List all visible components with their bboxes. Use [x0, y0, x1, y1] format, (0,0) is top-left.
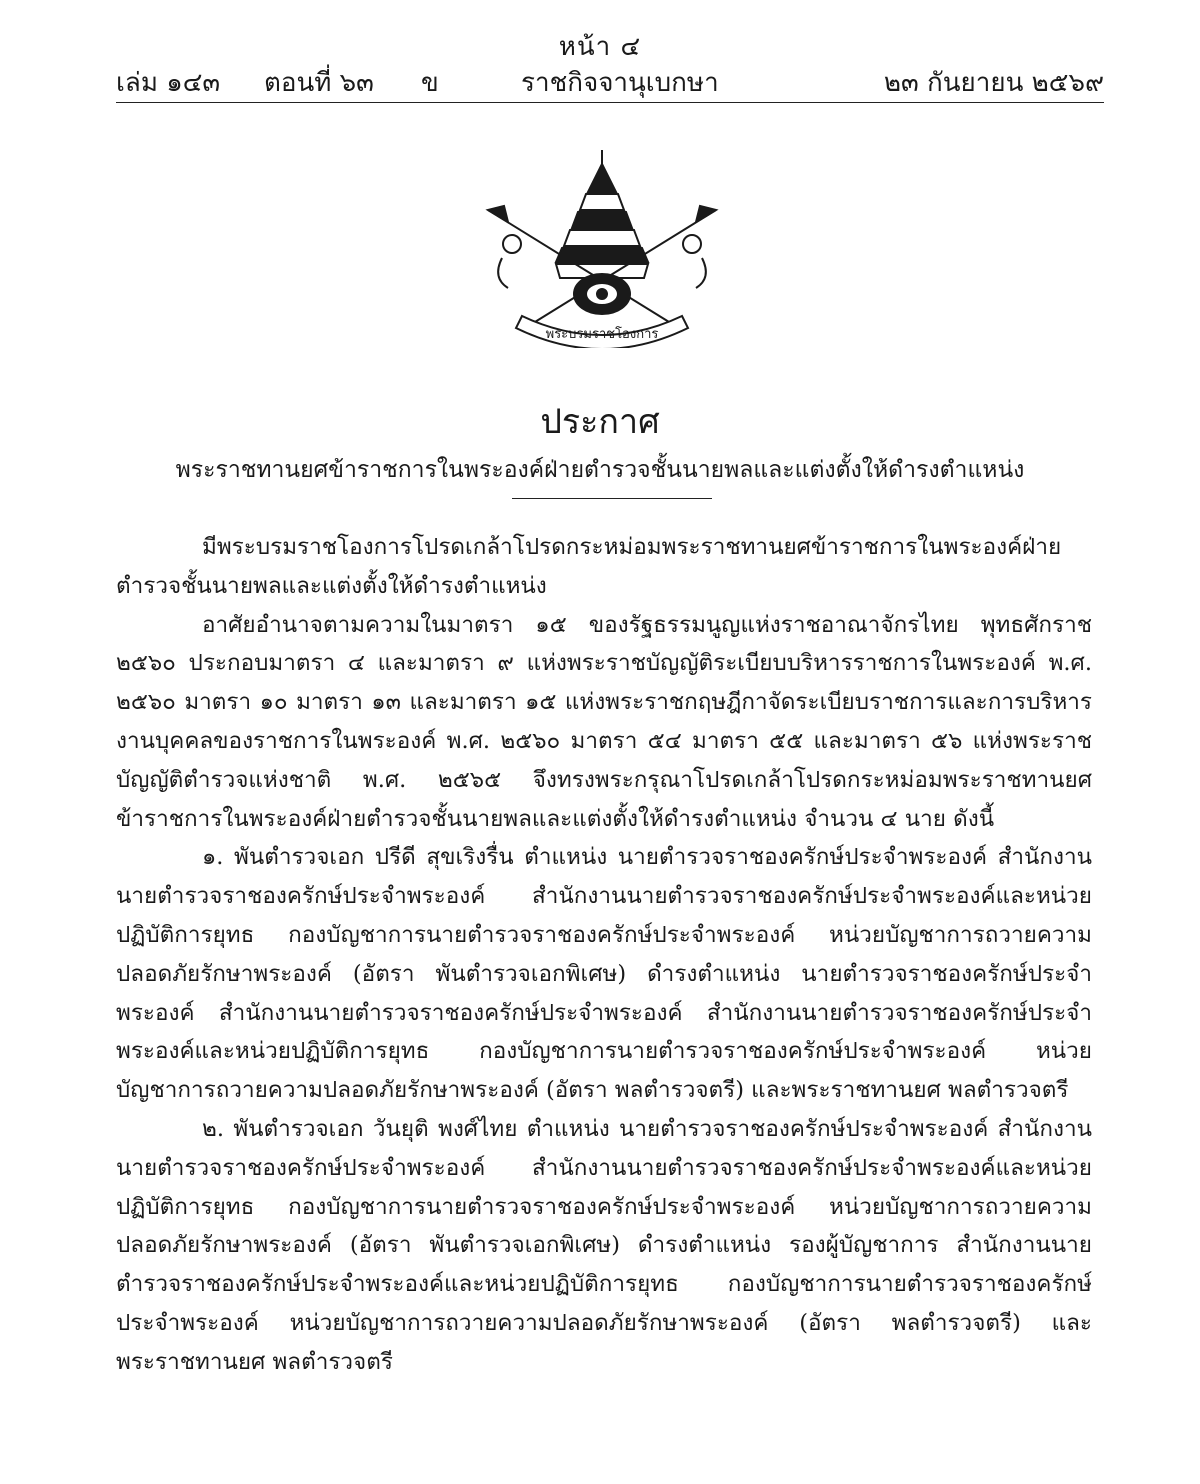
paragraph-appointee-1: ๑. พันตำรวจเอก ปรีดี สุขเริงรื่น ตำแหน่ง นายตำรวจราชองครักษ์ประจำพระองค์ สำนักงานนายตำรวจราชองครักษ์ประจำพระองค์ สำนักงานนายตำรวจราชองครักษ์ประจำพระองค์และหน่วยปฏิบัติการยุทธ กองบัญชาการนายตำรวจราชองครักษ์ประจำพระองค์ หน่วยบัญชาการถวายความปลอดภัยรักษาพระองค์ (อัตรา พันตำรวจเอกพิเศษ) ดำรงตำแหน่ง นายตำรวจราชองครักษ์ประจำพระองค์ สำนักงานนายตำรวจราชองครักษ์ประจำพระองค์ สำนักงานนายตำรวจราชองครักษ์ประจำพระองค์และหน่วยปฏิบัติการยุทธ กองบัญชาการนายตำรวจราชองครักษ์ประจำพระองค์ หน่วยบัญชาการถวายความปลอดภัยรักษาพระองค์ (อัตรา พลตำรวจตรี) และพระราชทานยศ พลตำรวจตรี [116, 844, 1092, 1104]
announcement-title: ประกาศ [540, 402, 660, 442]
page-number: หน้า ๔ [558, 32, 642, 62]
title-divider [512, 498, 712, 499]
royal-emblem-icon [482, 148, 722, 348]
volume-number: เล่ม ๑๔๓ [116, 68, 221, 98]
announcement-subtitle: พระราชทานยศข้าราชการในพระองค์ฝ่ายตำรวจชั้นนายพลและแต่งตั้งให้ดำรงตำแหน่ง [175, 457, 1025, 483]
header-divider [116, 102, 1104, 103]
emblem-ribbon-text: พระบรมราชโองการ [545, 327, 659, 342]
section-letter: ข [421, 68, 439, 98]
gazette-name: ราชกิจจานุเบกษา [521, 68, 719, 98]
paragraph-royal-command: มีพระบรมราชโองการโปรดเกล้าโปรดกระหม่อมพระราชทานยศข้าราชการในพระองค์ฝ่ายตำรวจชั้นนายพลและแต่งตั้งให้ดำรงตำแหน่ง [116, 534, 1062, 599]
paragraph-legal-basis: อาศัยอำนาจตามความในมาตรา ๑๕ ของรัฐธรรมนูญแห่งราชอาณาจักรไทย พุทธศักราช ๒๕๖๐ ประกอบมาตรา ๔ และมาตรา ๙ แห่งพระราชบัญญัติระเบียบบริหารราชการในพระองค์ พ.ศ. ๒๕๖๐ มาตรา ๑๐ มาตรา ๑๓ และมาตรา ๑๕ แห่งพระราชกฤษฎีกาจัดระเบียบราชการและการบริหารงานบุคคลของราชการในพระองค์ พ.ศ. ๒๕๖๐ มาตรา ๕๔ มาตรา ๕๕ และมาตรา ๕๖ แห่งพระราชบัญญัติตำรวจแห่งชาติ พ.ศ. ๒๕๖๕ จึงทรงพระกรุณาโปรดเกล้าโปรดกระหม่อมพระราชทานยศข้าราชการในพระองค์ฝ่ายตำรวจชั้นนายพลและแต่งตั้งให้ดำรงตำแหน่ง จำนวน ๔ นาย ดังนี้ [116, 611, 1092, 832]
paragraph-appointee-2: ๒. พันตำรวจเอก วันยุติ พงศ์ไทย ตำแหน่ง นายตำรวจราชองครักษ์ประจำพระองค์ สำนักงานนายตำรวจราชองครักษ์ประจำพระองค์ สำนักงานนายตำรวจราชองครักษ์ประจำพระองค์และหน่วยปฏิบัติการยุทธ กองบัญชาการนายตำรวจราชองครักษ์ประจำพระองค์ หน่วยบัญชาการถวายความปลอดภัยรักษาพระองค์ (อัตรา พันตำรวจเอกพิเศษ) ดำรงตำแหน่ง รองผู้บัญชาการ สำนักงานนายตำรวจราชองครักษ์ประจำพระองค์และหน่วยปฏิบัติการยุทธ กองบัญชาการนายตำรวจราชองครักษ์ประจำพระองค์ หน่วยบัญชาการถวายความปลอดภัยรักษาพระองค์ (อัตรา พลตำรวจตรี) และพระราชทานยศ พลตำรวจตรี [116, 1115, 1092, 1375]
part-number: ตอนที่ ๖๓ [264, 68, 374, 98]
gazette-header [116, 62, 1104, 102]
announcement-body [116, 528, 1092, 1382]
publication-date: ๒๓ กันยายน ๒๕๖๙ [883, 68, 1104, 98]
